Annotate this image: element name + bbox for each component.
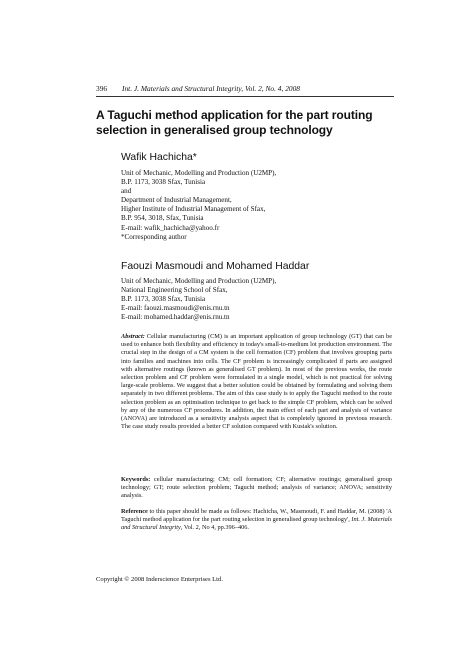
author-email: E-mail: mohamed.haddar@enis.rnu.tn	[121, 313, 230, 322]
keywords-text: cellular manufacturing; CM; cell formation; CF; alternative routings; generalised group technology; GT; route selection problem; Taguchi method; analysis of variance; ANOVA; sensitivity analysis.	[121, 476, 392, 500]
affiliation-line: Department of Industrial Management,	[121, 196, 232, 205]
abstract	[121, 333, 392, 431]
reference-volume: , Vol. 2, No 4, pp.396–406.	[180, 524, 249, 532]
affiliation-line: B.P. 1173, 3038 Sfax, Tunisia	[121, 295, 206, 304]
copyright-notice: Copyright © 2008 Inderscience Enterprises Ltd.	[96, 576, 223, 583]
affiliation-line: B.P. 1173, 3038 Sfax, Tunisia	[121, 178, 206, 187]
author-affiliation-1	[121, 169, 391, 242]
affiliation-line: Unit of Mechanic, Modelling and Production (U2MP),	[121, 169, 277, 177]
author-affiliation-2	[121, 277, 391, 322]
affiliation-line: National Engineering School of Sfax,	[121, 286, 228, 295]
affiliation-line: Unit of Mechanic, Modelling and Production (U2MP),	[121, 277, 277, 285]
paper-title: A Taguchi method application for the part routing selection in generalised group technology	[96, 108, 373, 137]
author-name-1: Wafik Hachicha*	[121, 152, 197, 163]
header-rule	[96, 96, 394, 97]
keywords-label: Keywords:	[121, 476, 151, 483]
author-email: E-mail: faouzi.masmoudi@enis.rnu.tn	[121, 304, 230, 313]
reference-journal: Int. J. Materials and Structural Integrity	[121, 516, 392, 532]
journal-citation: Int. J. Materials and Structural Integrity, Vol. 2, No. 4, 2008	[122, 84, 300, 93]
page-number: 396	[96, 84, 108, 93]
reference-text: to this paper should be made as follows: Hachicha, W., Masmoudi, F. and Haddar, M. (2008) 'A Taguchi method application for the part routing selection in generalised group technology',	[121, 508, 393, 524]
keywords	[121, 476, 392, 501]
author-email: E-mail: wafik_hachicha@yahoo.fr	[121, 223, 220, 232]
reference	[121, 508, 392, 533]
abstract-text: Cellular manufacturing (CM) is an important application of group technology (GT) that can be used to enhance both flexibility and efficiency in today's small-to-medium lot production environment. The crucial step in the design of a CM system is the cell formation (CF) problem that involves grouping parts into families and machines into cells. The CF problem is increasingly complicated if parts are assigned with alternative routings (known as generalised GT problem). In most of the previous works, the route selection problem and CF problem were formulated in a single model, which is not practical for solving large-scale problems. We suggest that a better solution could be obtained by formulating and solving them separately in two different problems. The aim of this case study is to apply the Taguchi method to the route selection problem as an optimisation technique to get back to the simple CF problem, which can be solved by any of the numerous CF procedures. In addition, the main effect of each part and analysis of variance (ANOVA) are introduced as a sensitivity analysis aspect that is completely ignored in previous research. The case study results provided a better CF solution compared with Kusiak's solution.	[121, 333, 392, 431]
author-name-2: Faouzi Masmoudi and Mohamed Haddar	[121, 261, 310, 272]
affiliation-line: and	[121, 187, 132, 196]
affiliation-line: Higher Institute of Industrial Management of Sfax,	[121, 205, 266, 214]
affiliation-line: B.P. 954, 3018, Sfax, Tunisia	[121, 214, 204, 223]
reference-label: Reference	[121, 508, 148, 515]
abstract-label: Abstract:	[121, 333, 145, 340]
corresponding-author-note: *Corresponding author	[121, 232, 187, 241]
